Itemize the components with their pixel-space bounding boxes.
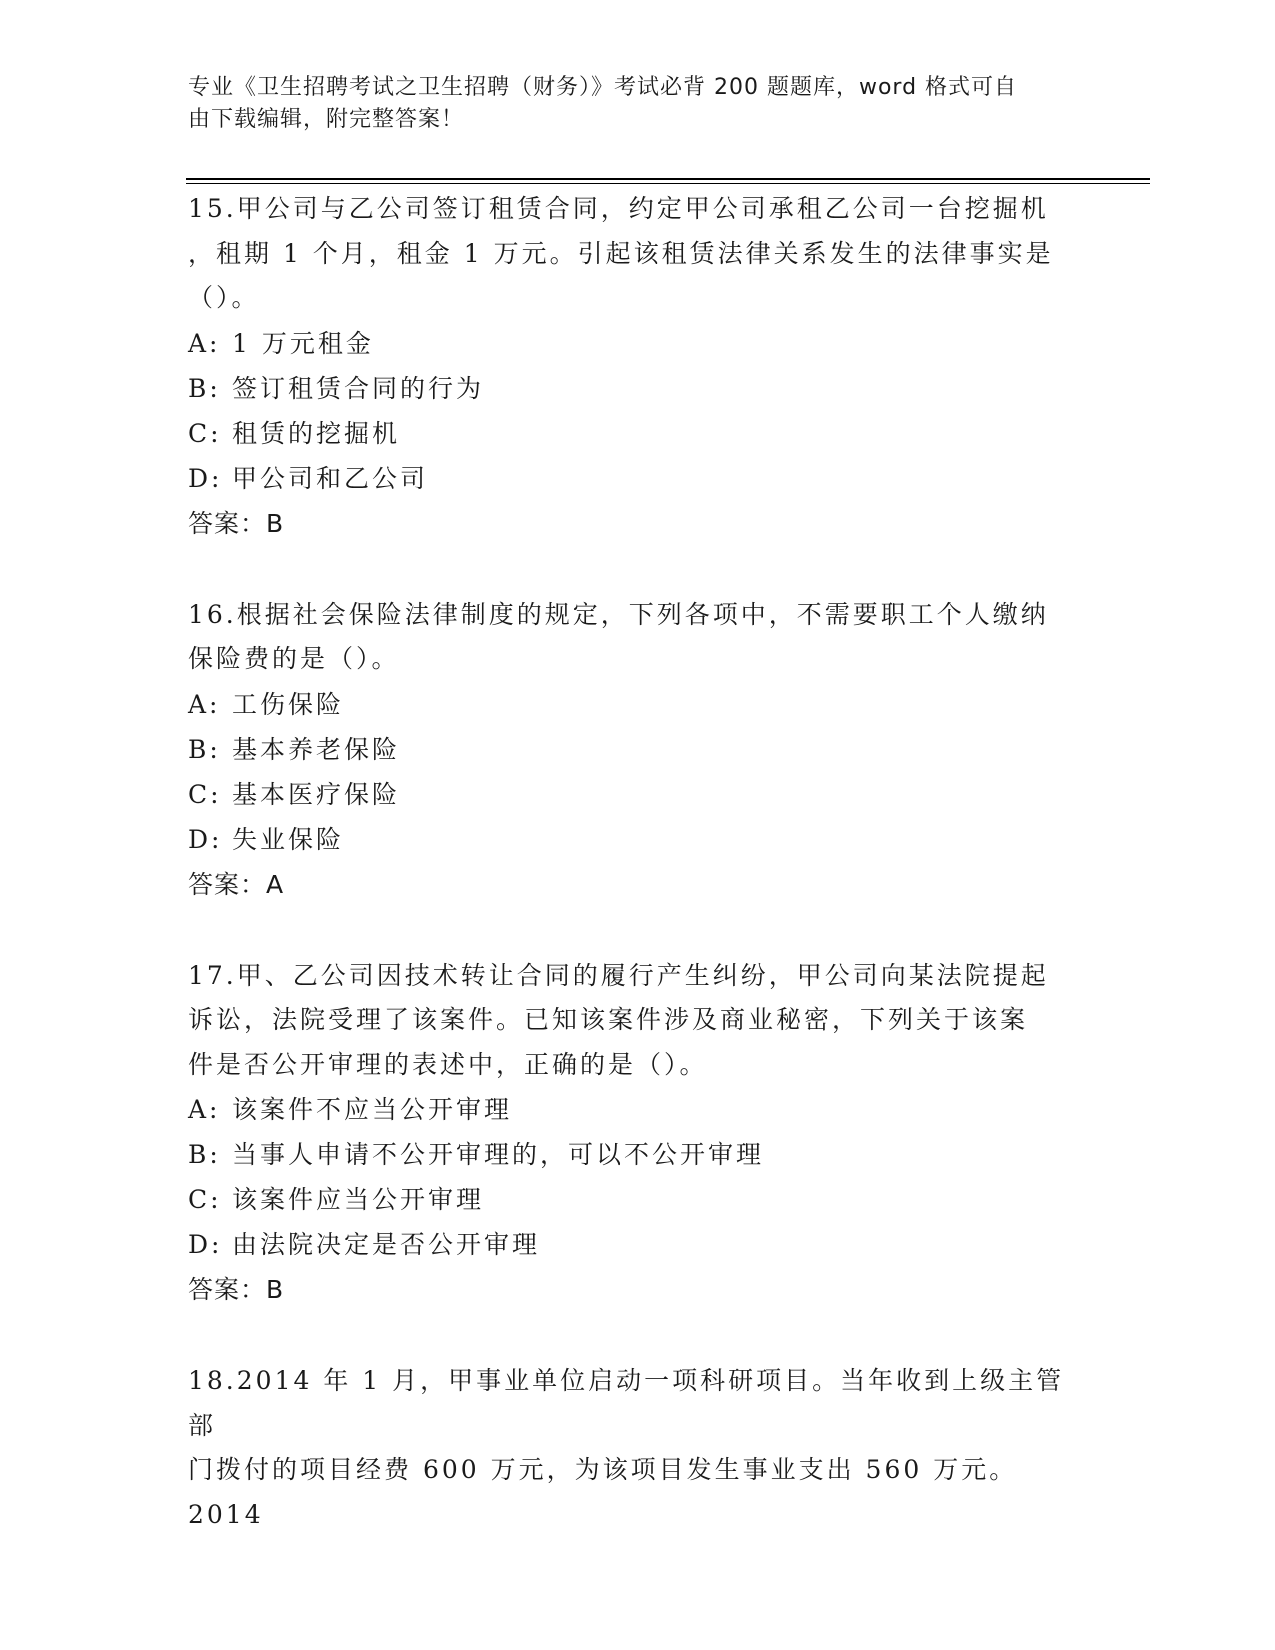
option-b bbox=[188, 727, 1088, 772]
spacer bbox=[188, 907, 1088, 954]
option-d bbox=[188, 817, 1088, 862]
option-key: A: bbox=[188, 328, 221, 358]
option-key: B: bbox=[188, 373, 221, 403]
option-text: 1 万元租金 bbox=[232, 328, 374, 358]
document-header bbox=[188, 72, 1068, 136]
question-text-line: 17.甲、乙公司因技术转让合同的履行产生纠纷，甲公司向某法院提起 bbox=[188, 960, 1049, 990]
question-text-line: 诉讼，法院受理了该案件。已知该案件涉及商业秘密，下列关于该案 bbox=[188, 1005, 1029, 1034]
question-15-text bbox=[188, 187, 1088, 321]
option-key: C: bbox=[188, 779, 222, 809]
header-rule-thin bbox=[186, 183, 1150, 184]
option-c bbox=[188, 1177, 1088, 1222]
answer-line: 答案：A bbox=[188, 869, 285, 899]
question-text-line: 18.2014 年 1 月，甲事业单位启动一项科研项目。当年收到上级主管部 bbox=[188, 1366, 1065, 1440]
header-rule-thick bbox=[186, 178, 1150, 180]
option-key: B: bbox=[188, 1140, 221, 1169]
option-key: A: bbox=[188, 689, 221, 719]
option-text: 基本养老保险 bbox=[232, 734, 401, 764]
option-text: 基本医疗保险 bbox=[232, 779, 401, 809]
option-text: 甲公司和乙公司 bbox=[232, 463, 429, 493]
question-15 bbox=[188, 187, 1088, 546]
question-text-line: 件是否公开审理的表述中，正确的是（）。 bbox=[188, 1049, 708, 1079]
option-text: 失业保险 bbox=[232, 824, 345, 854]
question-text-line: 16.根据社会保险法律制度的规定，下列各项中，不需要职工个人缴纳 bbox=[188, 599, 1049, 629]
question-17-text bbox=[188, 954, 1088, 1088]
option-key: D: bbox=[188, 824, 223, 854]
question-16 bbox=[188, 593, 1088, 907]
option-text: 当事人申请不公开审理的，可以不公开审理 bbox=[232, 1140, 765, 1169]
answer-line: 答案：B bbox=[188, 1275, 285, 1304]
answer-line: 答案：B bbox=[188, 508, 285, 538]
option-text: 该案件应当公开审理 bbox=[232, 1185, 485, 1214]
question-16-text bbox=[188, 593, 1088, 682]
option-key: A: bbox=[188, 1095, 221, 1124]
question-text-line: （）。 bbox=[188, 283, 260, 312]
option-b bbox=[188, 366, 1088, 411]
option-text: 签订租赁合同的行为 bbox=[232, 373, 485, 403]
option-c bbox=[188, 411, 1088, 456]
question-list bbox=[188, 187, 1088, 1537]
question-18-text bbox=[188, 1359, 1088, 1537]
option-c bbox=[188, 772, 1088, 817]
option-b bbox=[188, 1132, 1088, 1177]
option-key: C: bbox=[188, 1185, 222, 1214]
option-key: C: bbox=[188, 418, 222, 448]
option-d bbox=[188, 456, 1088, 501]
question-text-line: ，租期 1 个月，租金 1 万元。引起该租赁法律关系发生的法律事实是 bbox=[188, 238, 1054, 268]
header-line-1: 专业《卫生招聘考试之卫生招聘（财务）》考试必背 200 题题库，word 格式可自 bbox=[188, 75, 1018, 100]
question-17 bbox=[188, 954, 1088, 1313]
question-text-line: 保险费的是（）。 bbox=[188, 644, 400, 673]
option-text: 工伤保险 bbox=[232, 689, 345, 719]
option-text: 租赁的挖掘机 bbox=[232, 418, 401, 448]
question-18 bbox=[188, 1359, 1088, 1537]
question-text-line: 门拨付的项目经费 600 万元，为该项目发生事业支出 560 万元。2014 bbox=[188, 1455, 1018, 1529]
option-d bbox=[188, 1222, 1088, 1267]
header-line-2: 由下载编辑，附完整答案！ bbox=[188, 107, 465, 132]
option-a bbox=[188, 321, 1088, 366]
option-text: 该案件不应当公开审理 bbox=[232, 1095, 513, 1124]
question-text-line: 15.甲公司与乙公司签订租赁合同，约定甲公司承租乙公司一台挖掘机 bbox=[188, 194, 1049, 223]
option-a bbox=[188, 1087, 1088, 1132]
spacer bbox=[188, 546, 1088, 593]
option-a bbox=[188, 682, 1088, 727]
spacer bbox=[188, 1312, 1088, 1359]
option-key: B: bbox=[188, 734, 221, 764]
option-key: D: bbox=[188, 1230, 223, 1259]
option-key: D: bbox=[188, 463, 223, 493]
option-text: 由法院决定是否公开审理 bbox=[232, 1230, 541, 1259]
